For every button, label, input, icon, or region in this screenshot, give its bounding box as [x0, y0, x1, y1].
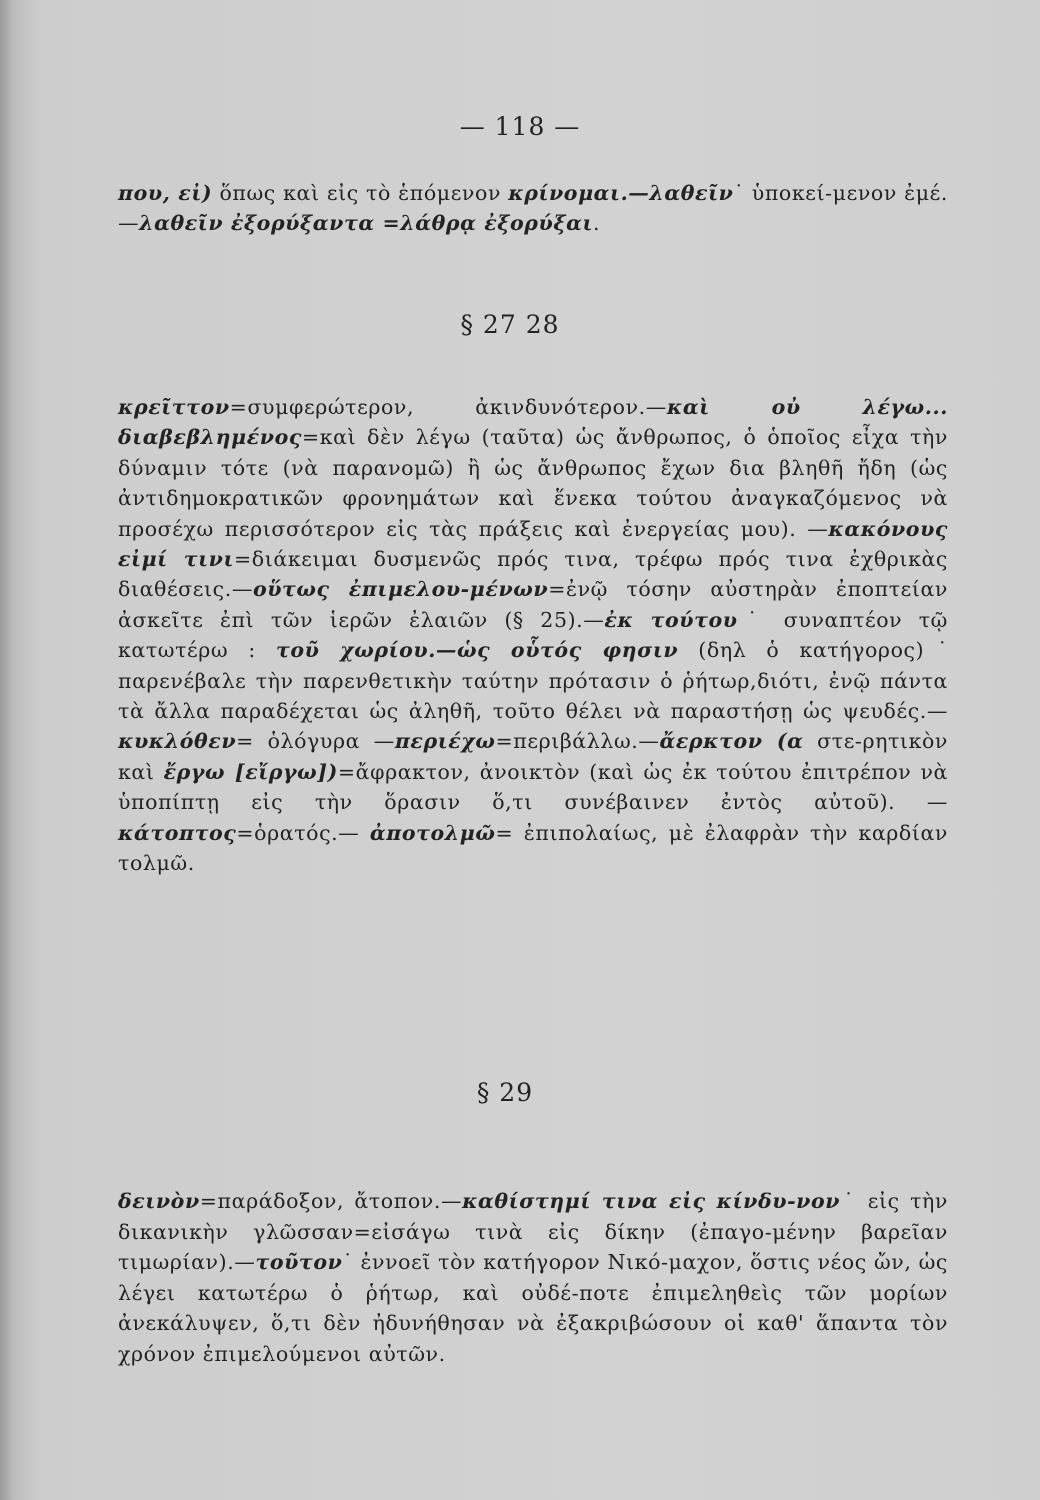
commentary-paragraph-2 — [118, 392, 948, 879]
gloss-text: = ὁλόγυρα — — [236, 729, 395, 754]
gloss-text: ˙ συναπτέον τῷ κατωτέρω : — [118, 607, 948, 663]
gloss-text: =παράδοξον, ἄτοπον.— — [199, 1189, 463, 1213]
lemma: καὶ οὐ λέγω... διαβεβλημένος — [118, 395, 948, 450]
lemma: καθίστημί τινα εἰς κίνδυ-νον — [462, 1189, 841, 1213]
gloss-text: ˙ εἰς τὴν δικανικὴν γλῶσσαν=εἰσάγω τινὰ εἰς δίκην (ἐπαγο-μένην βαρεῖαν τιμωρίαν).— — [118, 1189, 948, 1275]
gloss-text: =ἐνῷ τόσην αὐστηρὰν ἐποπτείαν ἀσκεῖτε ἐπὶ τῶν ἱερῶν ἐλαιῶν (§ 25).— — [118, 577, 948, 632]
section-heading-29: § 29 — [476, 1078, 534, 1107]
gloss-text: =ἄφρακτον, ἀνοικτὸν (καὶ ὡς ἐκ τούτου ἐπιτρέπον νὰ ὑποπίπτῃ εἰς τὴν ὅρασιν ὅ,τι συνέβαινεν ἐντὸς αὐτοῦ). — — [118, 759, 948, 815]
lemma: τοῦ χωρίου.—ὡς οὗτός φησιν — [275, 638, 679, 663]
lemma: ἄερκτον (α — [659, 729, 804, 754]
lemma: κρεῖττον — [118, 395, 230, 419]
page-number: — 118 — — [459, 112, 581, 141]
lemma: δεινὸν — [118, 1189, 200, 1213]
gloss-text: ὅπως καὶ εἰς τὸ ἑπόμενον — [212, 181, 509, 205]
lemma: κρίνομαι.—λαθεῖν — [508, 181, 734, 205]
gloss-text: = ἐπιπολαίως, μὲ ἐλαφρὰν τὴν καρδίαν τολμῶ. — [118, 820, 948, 876]
lemma: λαθεῖν ἐξορύξαντα =λάθρᾳ ἐξορύξαι — [139, 211, 593, 236]
gloss-text: ˙ ὑποκεί-μενον ἐμέ.— — [118, 181, 948, 236]
lemma: περιέχω — [394, 729, 496, 754]
lemma: τοῦτον — [255, 1250, 343, 1275]
lemma: ἐκ τούτου — [604, 607, 738, 632]
section-heading-27-28: § 27 28 — [460, 310, 560, 339]
gloss-text: =περιβάλλω.— — [495, 729, 660, 754]
gloss-text: . — [592, 211, 601, 236]
commentary-paragraph-3 — [118, 1186, 948, 1370]
paragraph-text — [118, 392, 948, 879]
lemma: κακόνους εἰμί τινι — [118, 516, 948, 572]
commentary-paragraph-1 — [118, 178, 948, 238]
paragraph-text — [118, 1186, 948, 1370]
gloss-text: =ὁρατός.— — [236, 820, 370, 845]
lemma: κυκλόθεν — [118, 729, 237, 754]
gloss-text: ˙ ἐννοεῖ τὸν κατήγορον Νικό-μαχον, ὅστις νέος ὤν, ὡς λέγει κατωτέρω ὁ ῥήτωρ, καὶ οὐδέ-ποτε ἐπιμεληθεὶς τῶν μορίων ἀνεκάλυψεν, ὅ,τι δὲν ἠδυνήθησαν νὰ ἐξακριβώσουν οἱ καθ' ἅπαντα τὸν χρόνον ἐπιμελούμενοι αὐτῶν. — [118, 1250, 948, 1366]
paragraph-text — [118, 178, 948, 238]
lemma: οὕτως ἐπιμελου-μένων — [252, 577, 549, 602]
lemma: κάτοπτος — [118, 820, 237, 845]
gloss-text: (δηλ ὁ κατήγορος)˙ παρενέβαλε τὴν παρενθετικὴν ταύτην πρότασιν ὁ ῥήτωρ,διότι, ἐνῷ πάντα τὰ ἄλλα παραδέχεται ὡς ἀληθῆ, τοῦτο θέλει νὰ παραστήσῃ ὡς ψευδές.— — [118, 638, 949, 724]
lemma: ἔργω [εἴργω]) — [163, 759, 338, 784]
lemma: που, εἰ) — [118, 181, 213, 205]
gloss-text: =καὶ δὲν λέγω (ταῦτα) ὡς ἄνθρωπος, ὁ ὁποῖος εἶχα τὴν δύναμιν τότε (νὰ παρανομῶ) ἢ ὡς ἄνθρωπος ἔχων δια βληθῆ ἤδη (ὡς ἀντιδημοκρατικῶν φρονημάτων καὶ ἕνεκα τούτου ἀναγκαζόμενος νὰ προσέχω περισσότερον εἰς τὰς πράξεις καὶ ἐνεργείας μου). — — [118, 425, 948, 541]
gloss-text: =συμφερώτερον, ἀκινδυνότερον.— — [229, 395, 667, 419]
gloss-text: στε-ρητικὸν καὶ — [118, 729, 948, 784]
gloss-text: =διάκειμαι δυσμενῶς πρός τινα, τρέφω πρός τινα ἐχθρικὰς διαθέσεις.— — [118, 547, 949, 602]
lemma: ἀποτολμῶ — [369, 820, 496, 845]
